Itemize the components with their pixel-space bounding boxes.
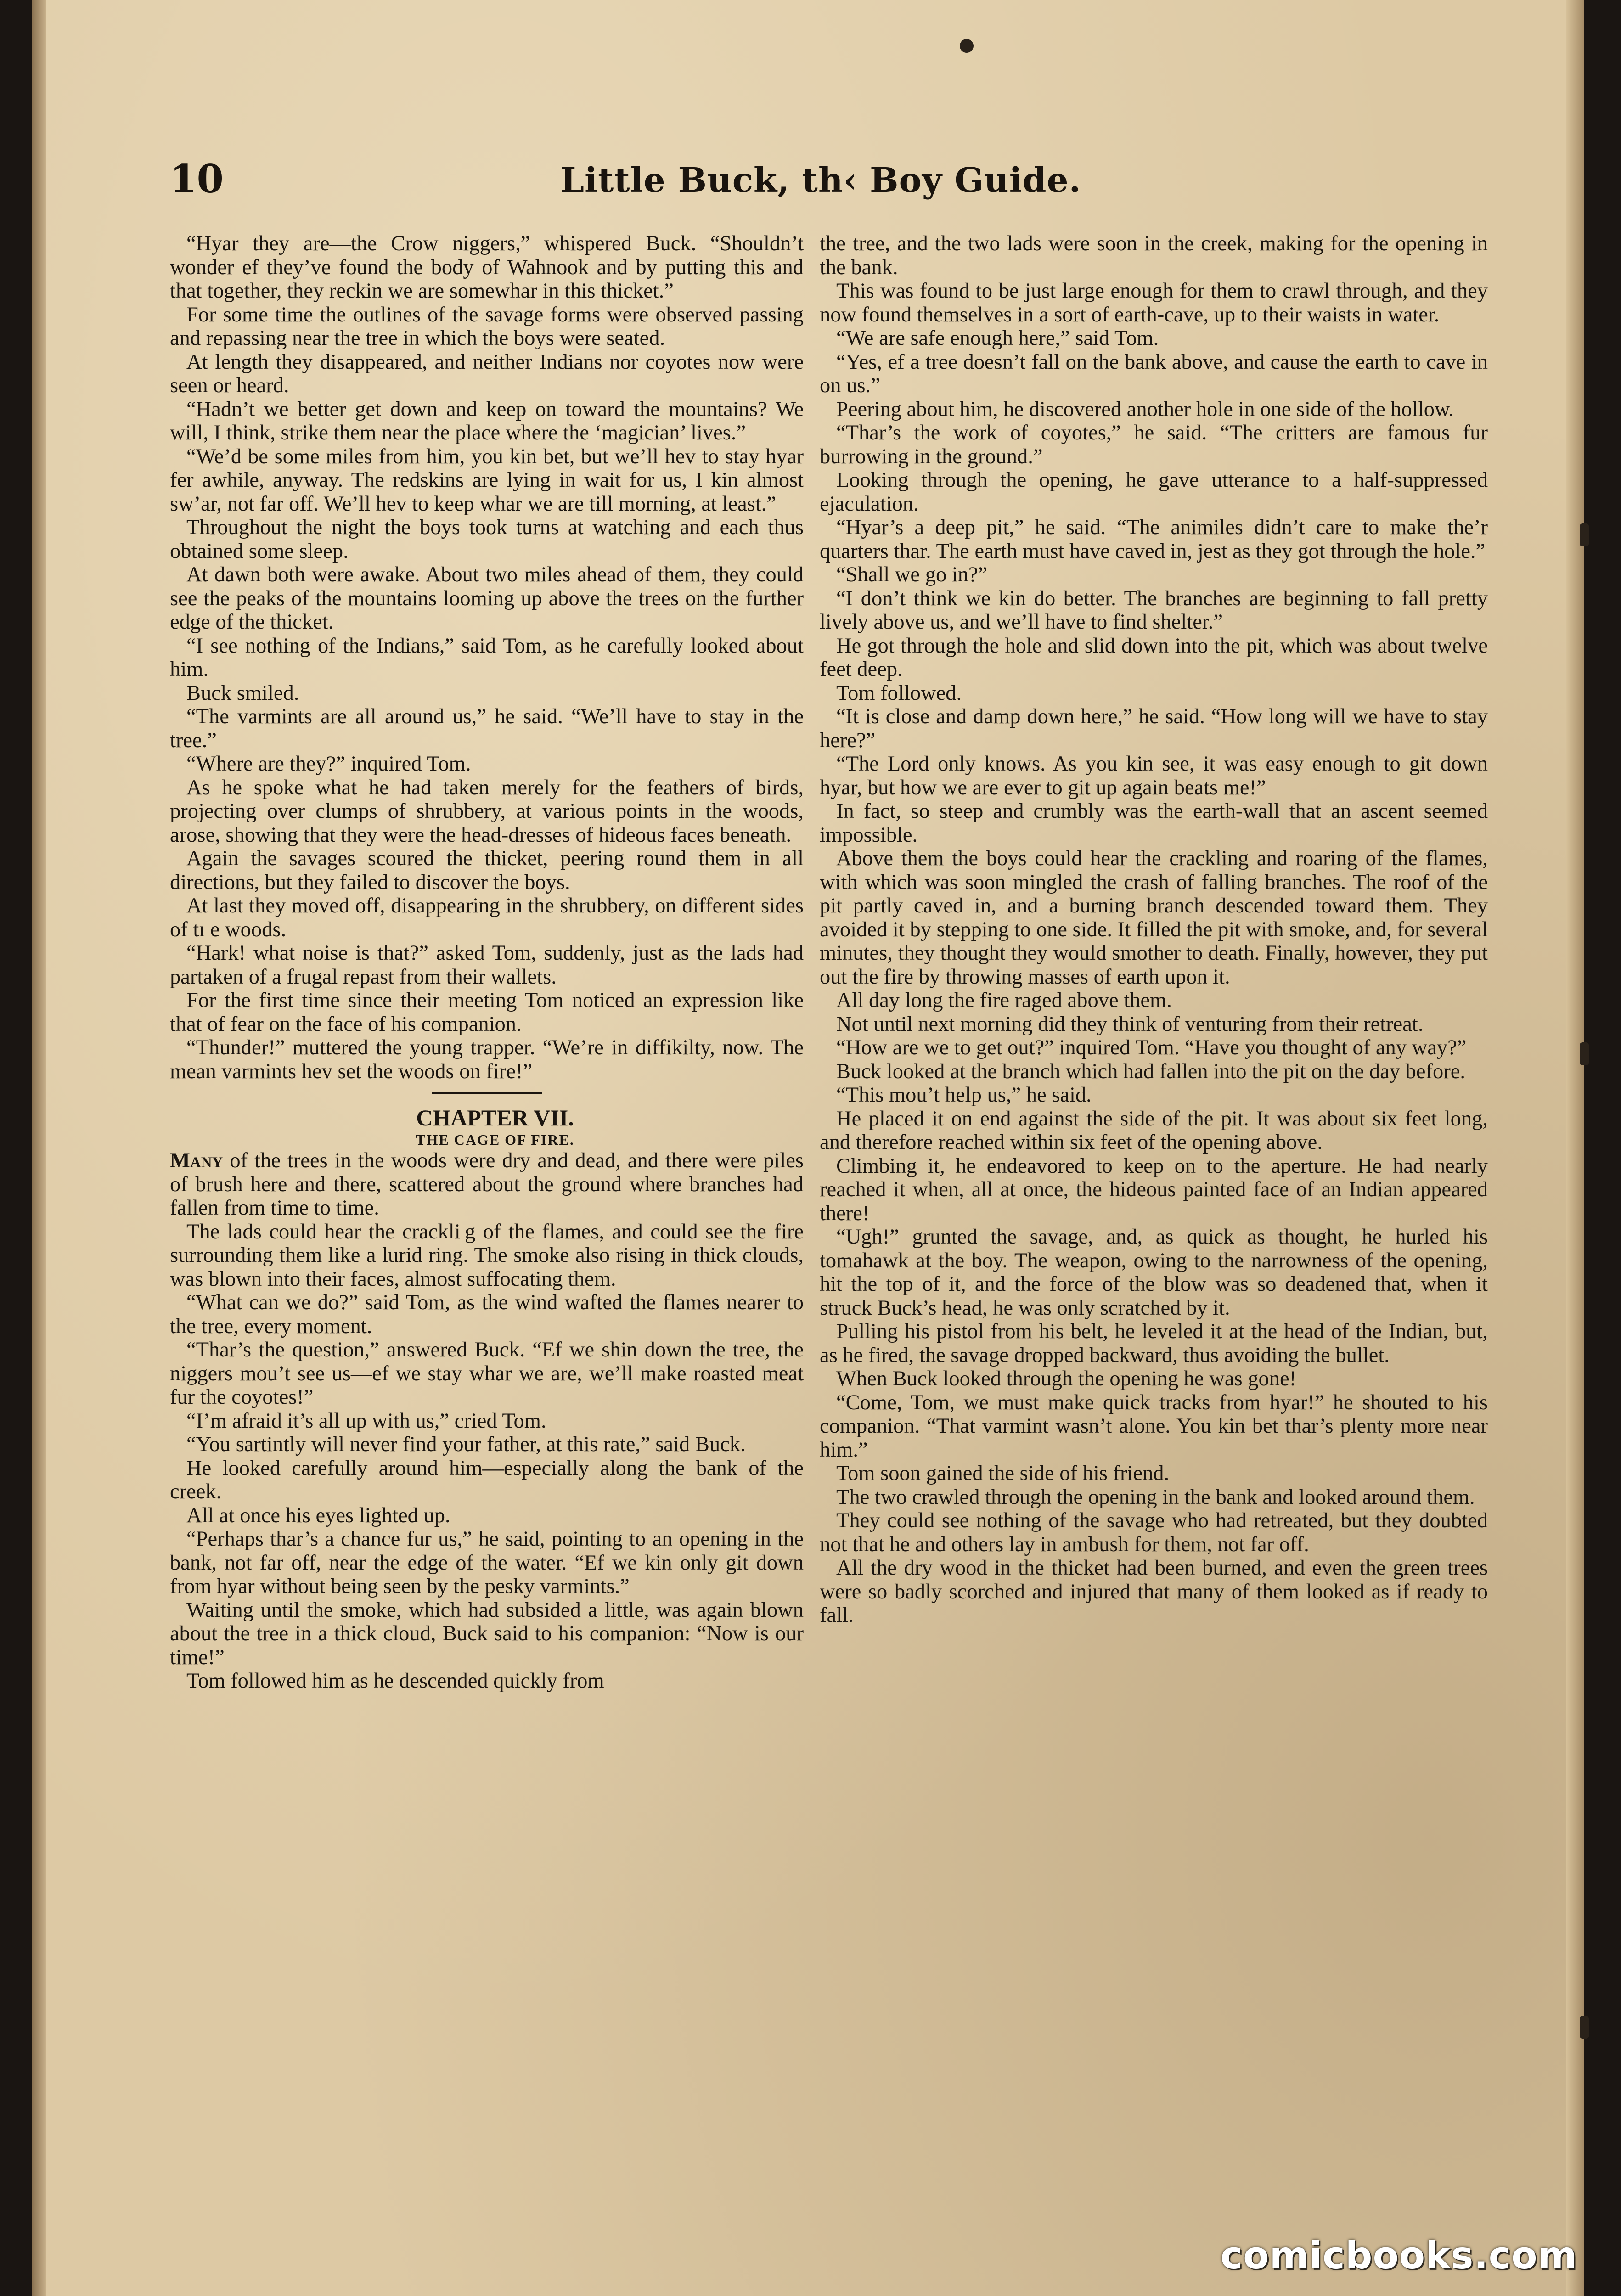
paragraph: “Perhaps thar’s a chance fur us,” he said, pointing to an opening in the bank, not far off, near the edge of the water. “Ef we kin only git down from hyar without being seen by the pesky varmints.” — [170, 1527, 804, 1598]
chapter-opening-paragraph — [170, 1149, 804, 1220]
paragraph: Tom followed. — [836, 681, 962, 705]
paragraph: “Thunder!” muttered the young trapper. “We’re in diffikilty, now. The mean varmints hev set the woods on fire!” — [170, 1036, 804, 1083]
paragraph: “Ugh!” grunted the savage, and, as quick as thought, he hurled his tomahawk at the boy. The weapon, owing to the narrowness of the opening, hit the top of it, and the force of the blow was so deadened that, when it struck Buck’s head, he was only scratched by it. — [820, 1225, 1488, 1320]
paragraph: “How are we to get out?” inquired Tom. “Have you thought of any way?” — [836, 1036, 1467, 1059]
paragraph: When Buck looked through the opening he was gone! — [836, 1367, 1297, 1390]
paragraph: “I see nothing of the Indians,” said Tom, as he carefully looked about him. — [170, 634, 804, 681]
paragraph: All day long the fire raged above them. — [836, 989, 1172, 1012]
left-paragraphs-before — [170, 232, 804, 1083]
paragraph: “Hark! what noise is that?” asked Tom, suddenly, just as the lads had partaken of a frugal repast from their wallets. — [170, 941, 804, 989]
right-paragraphs — [820, 232, 1488, 1627]
paragraph: At dawn both were awake. About two miles ahead of them, they could see the peaks of the mountains looming up above the trees on the further edge of the thicket. — [170, 563, 804, 634]
paragraph: “You sartintly will never find your father, at this rate,” said Buck. — [186, 1433, 746, 1456]
edge-mark — [1580, 1042, 1589, 1065]
chapter-divider-rule — [432, 1092, 542, 1094]
paragraph: As he spoke what he had taken merely for the feathers of birds, projecting over clumps of shrubbery, at various points in the woods, arose, showing that they were the head-dresses of hideous faces beneath. — [170, 776, 804, 847]
paragraph: “The varmints are all around us,” he said. “We’ll have to stay in the tree.” — [170, 705, 804, 752]
paragraph: For some time the outlines of the savage forms were observed passing and repassing near the tree in which the boys were seated. — [170, 303, 804, 350]
paragraph: Tom soon gained the side of his friend. — [836, 1462, 1170, 1485]
paragraph: For the first time since their meeting Tom noticed an expression like that of fear on the face of his companion. — [170, 989, 804, 1036]
paragraph: “This mou’t help us,” he said. — [836, 1083, 1092, 1107]
paragraph: Pulling his pistol from his belt, he leveled it at the head of the Indian, but, as he fired, the savage dropped backward, thus avoiding the bullet. — [820, 1320, 1488, 1367]
watermark: comicbooks.com — [1220, 2234, 1577, 2278]
paragraph: Buck looked at the branch which had fallen into the pit on the day before. — [836, 1059, 1466, 1083]
right-column — [820, 232, 1488, 1627]
left-column — [170, 232, 804, 1693]
paragraph: “Hyar they are—the Crow niggers,” whispered Buck. “Shouldn’t wonder ef they’ve found the body of Wahnook and by putting this and that together, they reckin we are somewhar in this thicket.” — [170, 232, 804, 303]
paragraph: He got through the hole and slid down into the pit, which was about twelve feet deep. — [820, 634, 1488, 681]
paragraph: “Come, Tom, we must make quick tracks from hyar!” he shouted to his companion. “That varmint wasn’t alone. You kin bet thar’s plenty more near him.” — [820, 1390, 1488, 1462]
paragraph: “Yes, ef a tree doesn’t fall on the bank above, and cause the earth to cave in on us.” — [820, 350, 1488, 397]
paragraph: “Where are they?” inquired Tom. — [186, 752, 471, 776]
paragraph: Peering about him, he discovered another hole in one side of the hollow. — [836, 397, 1454, 421]
paragraph: Looking through the opening, he gave utterance to a half-suppressed ejaculation. — [820, 468, 1488, 516]
paragraph: Throughout the night the boys took turns at watching and each thus obtained some sleep. — [170, 516, 804, 563]
paragraph: “I don’t think we kin do better. The branches are beginning to fall pretty lively above us, and we’ll have to find shelter.” — [820, 586, 1488, 634]
paragraph: All at once his eyes lighted up. — [186, 1503, 450, 1527]
paragraph: At length they disappeared, and neither Indians nor coyotes now were seen or heard. — [170, 350, 804, 397]
edge-mark — [1580, 523, 1589, 546]
page-number: 10 — [170, 156, 224, 202]
running-title: Little Buck, th‹ Boy Guide. — [560, 161, 1081, 200]
paragraph: “Shall we go in?” — [836, 563, 988, 586]
paragraph: The two crawled through the opening in the bank and looked around them. — [836, 1485, 1475, 1509]
paragraph: the tree, and the two lads were soon in the creek, making for the opening in the bank. — [820, 232, 1488, 279]
paragraph: “Hadn’t we better get down and keep on toward the mountains? We will, I think, strike them near the place where the ‘magician’ lives.” — [170, 397, 804, 445]
chapter-subtitle: THE CAGE OF FIRE. — [416, 1131, 574, 1148]
paragraph: Above them the boys could hear the crackling and roaring of the flames, with which was soon mingled the crash of falling branches. The roof of the pit partly caved in, and a burning branch descended toward them. They avoided it by stepping to one side. It filled the pit with smoke, and, for several minutes, they thought they would smother to death. Finally, however, they put out the fire by throwing masses of earth upon it. — [820, 847, 1488, 989]
paragraph: “We’d be some miles from him, you kin bet, but we’ll hev to stay hyar fer awhile, anyway. The redskins are lying in wait for us, I kin almost sw’ar, not far off. We’ll hev to keep whar we are till morning, at least.” — [170, 445, 804, 516]
paragraph: Not until next morning did they think of venturing from their retreat. — [836, 1012, 1424, 1036]
paragraph: Waiting until the smoke, which had subsided a little, was again blown about the tree in a thick cloud, Buck said to his companion: “Now is our time!” — [170, 1598, 804, 1669]
paragraph: All the dry wood in the thicket had been burned, and even the green trees were so badly scorched and injured that many of them looked as if ready to fall. — [820, 1556, 1488, 1627]
paragraph: “It is close and damp down here,” he said. “How long will we have to stay here?” — [820, 705, 1488, 752]
paragraph: They could see nothing of the savage who had retreated, but they doubted not that he and others lay in ambush for them, not far off. — [820, 1509, 1488, 1556]
chapter-title: CHAPTER VII. — [416, 1105, 574, 1131]
paragraph: At last they moved off, disappearing in the shrubbery, on different sides of tı e woods. — [170, 894, 804, 941]
paragraph: In fact, so steep and crumbly was the earth-wall that an ascent seemed impossible. — [820, 799, 1488, 847]
paragraph: “Hyar’s a deep pit,” he said. “The animiles didn’t care to make the’r quarters thar. The earth must have caved in, jest as they got through the hole.” — [820, 516, 1488, 563]
paragraph: “We are safe enough here,” said Tom. — [836, 326, 1159, 350]
left-paragraphs-after — [170, 1220, 804, 1693]
paragraph: “What can we do?” said Tom, as the wind wafted the flames nearer to the tree, every moment. — [170, 1291, 804, 1338]
paragraph: “The Lord only knows. As you kin see, it was easy enough to git down hyar, but how we are ever to git up again beats me!” — [820, 752, 1488, 799]
edge-mark — [1580, 2016, 1589, 2039]
paragraph: The lads could hear the crackli g of the flames, and could see the fire surrounding them like a lurid ring. The smoke also rising in thick clouds, was blown into their faces, almost suffocating them. — [170, 1220, 804, 1291]
paragraph: “Thar’s the work of coyotes,” he said. “The critters are famous fur burrowing in the ground.” — [820, 421, 1488, 468]
document-page — [32, 0, 1584, 2296]
paragraph: He looked carefully around him—especially along the bank of the creek. — [170, 1456, 804, 1503]
running-head — [32, 156, 1584, 207]
paragraph: Buck smiled. — [186, 681, 299, 705]
paragraph: “Thar’s the question,” answered Buck. “Ef we shin down the tree, the niggers mou’t see us—ef we stay whar we are, we’ll make roasted meat fur the coyotes!” — [170, 1338, 804, 1409]
paragraph: This was found to be just large enough for them to crawl through, and they now found themselves in a sort of earth-cave, up to their waists in water. — [820, 279, 1488, 326]
page-binding-edge — [32, 0, 46, 2296]
page-right-edge — [1566, 0, 1584, 2296]
paragraph: “I’m afraid it’s all up with us,” cried Tom. — [186, 1409, 546, 1433]
paragraph: Climbing it, he endeavored to keep on to the aperture. He had nearly reached it when, all at once, the hideous painted face of an Indian appeared there! — [820, 1154, 1488, 1225]
paragraph: Again the savages scoured the thicket, peering round them in all directions, but they failed to discover the boys. — [170, 847, 804, 894]
binding-hole — [960, 39, 974, 53]
chapter-first-text: of the trees in the woods were dry and dead, and there were piles of brush here and there, scattered about the ground where branches had fallen from time to time. — [170, 1149, 804, 1220]
chapter-first-word: Many — [170, 1149, 223, 1172]
paragraph: He placed it on end against the side of the pit. It was about six feet long, and therefore reached within six feet of the opening above. — [820, 1107, 1488, 1154]
paragraph: Tom followed him as he descended quickly from — [186, 1669, 604, 1693]
